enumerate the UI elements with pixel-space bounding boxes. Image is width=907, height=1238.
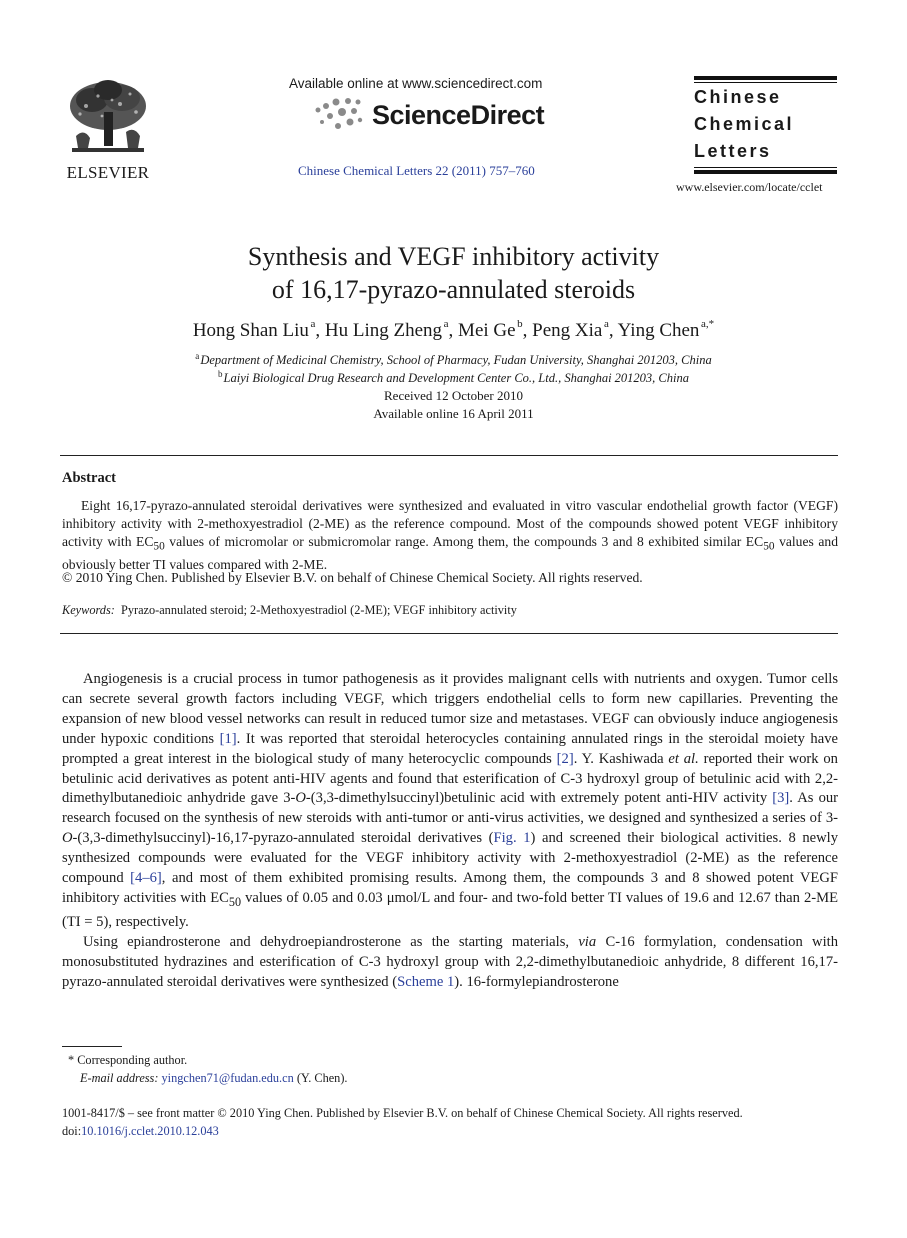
- italic-text: O: [62, 830, 73, 847]
- elsevier-wordmark: ELSEVIER: [66, 163, 150, 182]
- citation-link[interactable]: [2]: [556, 750, 574, 767]
- text-seg: Angiogenesis is a crucial process in tumor pathogenesis as it provides malignant cells with nutrients and oxygen. Tumor cells can secrete several growth factors including VEGF, which triggers endothelial cells to form new capillaries. Preventing the expansion of new blood vessel networks can result in reduced tumor size and metastases. VEGF can obviously induce angiogenesis under hypoxic conditions: [62, 671, 838, 747]
- author-name[interactable]: Mei Ge: [458, 320, 516, 341]
- citation-link[interactable]: [3]: [772, 790, 790, 807]
- author-affil-marker[interactable]: b: [517, 318, 523, 330]
- affiliation-text: Laiyi Biological Drug Research and Development Center Co., Ltd., Shanghai 201203, China: [223, 371, 689, 385]
- text-seg: . Y. Kashiwada: [573, 750, 669, 767]
- received-date: Received 12 October 2010: [384, 388, 523, 403]
- available-date: Available online 16 April 2011: [373, 406, 534, 421]
- email-label: E-mail address:: [80, 1071, 159, 1085]
- elsevier-logo: [62, 76, 154, 183]
- logo-rule-bottom-thin: [694, 167, 837, 168]
- text-seg: ) and screened their biological activities. 8 newly synthesized compounds were evaluated for the VEGF inhibitory activity with 2-methoxyestradiol (2-ME) as the reference compound: [62, 830, 838, 887]
- author-name[interactable]: Peng Xia: [532, 320, 603, 341]
- sciencedirect-dots-icon: [314, 98, 366, 132]
- title-line-1: Synthesis and VEGF inhibitory activity: [247, 242, 660, 271]
- text-seg: values of 0.05 and 0.03 μmol/L and four- and two-fold better TI values of 19.6 and 12.67 than 2-ME (TI = 5), respectively.: [62, 889, 838, 930]
- abstract-heading: Abstract: [62, 470, 116, 486]
- journal-logo-line-2: Chemical: [694, 114, 795, 134]
- journal-url-link[interactable]: www.elsevier.com/locate/cclet: [676, 180, 823, 194]
- italic-text: via: [578, 933, 597, 950]
- sciencedirect-logo[interactable]: [314, 98, 544, 132]
- article-dates: [0, 387, 907, 423]
- author-affil-marker[interactable]: a: [443, 318, 449, 330]
- title-line-2: of 16,17-pyrazo-annulated steroids: [271, 275, 636, 304]
- journal-logo: [694, 76, 837, 174]
- abstract-text-seg: values of micromolar or submicromolar range. Among them, the compounds 3 and 8 exhibited similar EC: [164, 534, 764, 549]
- email-link[interactable]: yingchen71@fudan.edu.cn: [161, 1071, 294, 1085]
- affiliation-text: Department of Medicinal Chemistry, School of Pharmacy, Fudan University, Shanghai 201203, China: [200, 353, 712, 367]
- text-seg: , and most of them exhibited promising results. Among them, the compounds 3 and 8 showed potent VEGF inhibitory activities with EC: [62, 870, 839, 906]
- keywords-list: Pyrazo-annulated steroid; 2-Methoxyestradiol (2-ME); VEGF inhibitory activity: [120, 603, 517, 617]
- text-seg: Using epiandrosterone and dehydroepiandrosterone as the starting materials,: [83, 933, 579, 950]
- affiliation-b: [0, 369, 907, 386]
- body-paragraph-1: [62, 670, 838, 933]
- doi-link[interactable]: 10.1016/j.cclet.2010.12.043: [81, 1124, 219, 1138]
- text-seg: -(3,3-dimethylsuccinyl)-16,17-pyrazo-annulated steroidal derivatives (: [72, 830, 494, 847]
- email-suffix: (Y. Chen).: [296, 1071, 348, 1085]
- logo-rule-top: [694, 76, 837, 80]
- affiliation-marker: a: [195, 351, 200, 361]
- logo-rule-bottom: [694, 170, 837, 174]
- sciencedirect-wordmark: ScienceDirect: [372, 99, 545, 130]
- author-name[interactable]: Ying Chen: [617, 320, 700, 341]
- footnote-rule: [62, 1046, 122, 1047]
- issn-line: 1001-8417/$ – see front matter © 2010 Ying Chen. Published by Elsevier B.V. on behalf of Chinese Chemical Society. All rights reserved.: [62, 1106, 743, 1120]
- abstract-text-seg: values and obviously better TI values compared with 2-ME.: [62, 534, 838, 572]
- abstract-paragraph: [62, 497, 838, 574]
- citation-link[interactable]: [1]: [219, 730, 237, 747]
- doi-label: doi:: [62, 1124, 82, 1138]
- keywords-label: Keywords:: [62, 603, 115, 617]
- doi-line: [62, 1124, 219, 1139]
- elsevier-tree-icon: [62, 76, 154, 156]
- body-text: [62, 670, 838, 992]
- journal-logo-line-1: Chinese: [694, 87, 782, 107]
- author-affil-marker[interactable]: a: [603, 318, 609, 330]
- author-list: Hong Shan Liu $^a$, Hu Ling Zheng $^a$, Mei Ge $^b$, Peng Xia $^a$, Ying Chen $^{a,*}$: [192, 318, 715, 341]
- text-seg: ). 16-formylepiandrosterone: [454, 973, 619, 990]
- abstract-bottom-rule: [60, 633, 838, 634]
- abstract-text-seg: Eight 16,17-pyrazo-annulated steroidal derivatives were synthesized and evaluated in vitro vascular endothelial growth factor (VEGF) inhibitory activity with 2-methoxyestradiol (2-ME) as the reference compound. Most of the compounds showed potent VEGF inhibitory activity with EC: [62, 498, 838, 549]
- logo-rule-top-thin: [694, 82, 837, 83]
- author-name[interactable]: Hong Shan Liu: [192, 320, 309, 341]
- italic-text: O: [295, 790, 306, 807]
- author-affil-marker[interactable]: a: [310, 318, 316, 330]
- abstract-copyright: © 2010 Ying Chen. Published by Elsevier B.V. on behalf of Chinese Chemical Society. All rights reserved.: [62, 570, 643, 585]
- author-affil-marker[interactable]: a,*: [701, 318, 715, 330]
- text-seg: reported their work on betulinic acid derivatives as potent anti-HIV agents and found that esterification of C-3 hydroxyl group of betulinic acid with 2,2-dimethylbutanedioic anhydride gave 3-: [62, 750, 838, 807]
- text-seg: -(3,3-dimethylsuccinyl)betulinic acid with extremely potent anti-HIV activity: [305, 790, 773, 807]
- article-title: [0, 240, 907, 306]
- subscript: 50: [153, 540, 165, 553]
- abstract-body: [62, 497, 838, 574]
- available-online-text: Available online at www.sciencedirect.com: [289, 76, 543, 91]
- abstract-top-rule: [60, 455, 838, 456]
- text-seg: . It was reported that steroidal heterocycles containing annulated rings in the steroidal moiety have prompted a great interest in the biological study of many heterocyclic compounds: [62, 730, 838, 767]
- body-paragraph-2: [62, 933, 838, 993]
- italic-text: et al.: [668, 750, 699, 767]
- email-note: [80, 1071, 348, 1086]
- author-name[interactable]: Hu Ling Zheng: [324, 320, 443, 341]
- subscript: 50: [228, 894, 242, 909]
- text-seg: . As our research focused on the synthesis of new steroids with anti-tumor or anti-virus activities, we designed and synthesized a series of 3-: [62, 790, 839, 827]
- text-seg: C-16 formylation, condensation with monosubstituted hydrazines and esterification of C-3 hydroxyl group with 2,2-dimethylbutanedioic anhydride, 8 different 16,17-pyrazo-annulated steroidal derivatives were synthesized (: [62, 933, 838, 990]
- scheme-link[interactable]: Scheme 1: [397, 973, 455, 990]
- affiliation-marker: b: [217, 369, 223, 379]
- figure-link[interactable]: Fig. 1: [493, 830, 531, 847]
- keywords: [62, 603, 517, 618]
- citation-link[interactable]: [4–6]: [130, 870, 162, 887]
- affiliation-a: [0, 351, 907, 368]
- journal-logo-line-3: Letters: [694, 141, 772, 161]
- journal-reference-link[interactable]: Chinese Chemical Letters 22 (2011) 757–760: [298, 163, 535, 178]
- corresponding-author-note: * Corresponding author.: [68, 1053, 188, 1067]
- subscript: 50: [763, 540, 775, 553]
